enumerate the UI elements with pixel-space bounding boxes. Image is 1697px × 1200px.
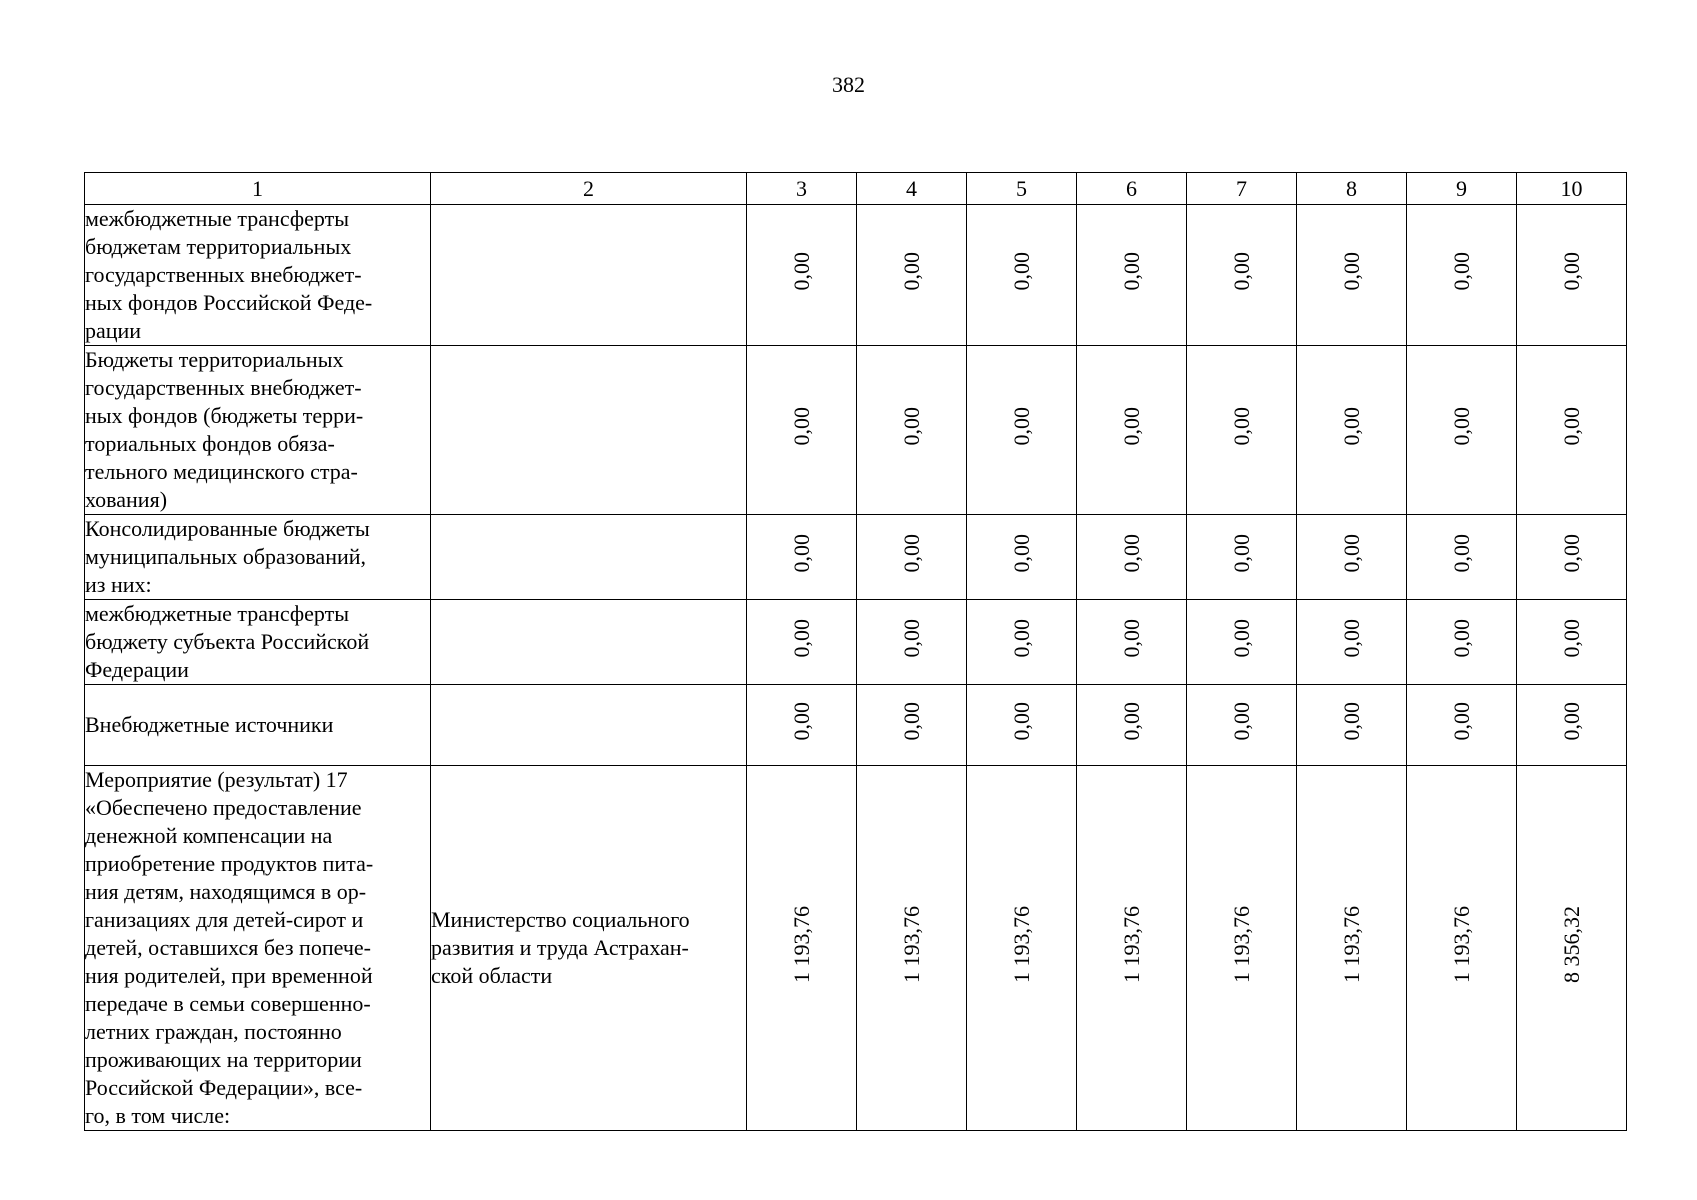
value-cell-col-7 <box>1187 766 1297 1131</box>
value-cell-col-4 <box>857 346 967 515</box>
value-text: 0,00 <box>1558 252 1584 291</box>
value-cell-col-6 <box>1077 346 1187 515</box>
description-line: Консолидированные бюджеты <box>85 516 370 541</box>
value-cell-col-4 <box>857 685 967 766</box>
header-row <box>85 173 1627 205</box>
value-cell-col-8 <box>1297 346 1407 515</box>
row-responsible <box>431 346 747 515</box>
table-row <box>85 515 1627 600</box>
value-text: 0,00 <box>1228 252 1254 291</box>
description-line: государственных внебюджет- <box>85 375 362 400</box>
value-text: 0,00 <box>1118 407 1144 446</box>
description-line: тельного медицинского стра- <box>85 459 358 484</box>
header-col-10: 10 <box>1517 173 1627 205</box>
value-text: 0,00 <box>1228 702 1254 741</box>
header-col-9: 9 <box>1407 173 1517 205</box>
value-cell-col-5 <box>967 205 1077 346</box>
value-text: 0,00 <box>1448 252 1474 291</box>
header-col-2: 2 <box>431 173 747 205</box>
value-text: 0,00 <box>788 407 814 446</box>
value-cell-col-8 <box>1297 205 1407 346</box>
table-row <box>85 205 1627 346</box>
value-text: 0,00 <box>1338 407 1364 446</box>
description-line: из них: <box>85 572 152 597</box>
description-line: денежной компенсации на <box>85 823 333 848</box>
value-cell-col-7 <box>1187 600 1297 685</box>
value-cell-col-7 <box>1187 515 1297 600</box>
value-cell-col-6 <box>1077 205 1187 346</box>
value-text: 0,00 <box>1448 702 1474 741</box>
description-line: приобретение продуктов пита- <box>85 851 374 876</box>
description-line: государственных внебюджет- <box>85 262 362 287</box>
value-text: 0,00 <box>898 534 924 573</box>
value-cell-col-10 <box>1517 766 1627 1131</box>
value-text: 0,00 <box>1448 534 1474 573</box>
description-line: межбюджетные трансферты <box>85 601 349 626</box>
value-text: 0,00 <box>1228 407 1254 446</box>
value-text: 0,00 <box>1558 619 1584 658</box>
value-cell-col-5 <box>967 685 1077 766</box>
value-cell-col-7 <box>1187 346 1297 515</box>
table-row <box>85 766 1627 1131</box>
value-cell-col-5 <box>967 346 1077 515</box>
description-line: ных фондов (бюджеты терри- <box>85 403 364 428</box>
value-text: 0,00 <box>1008 252 1034 291</box>
description-line: ганизациях для детей-сирот и <box>85 907 364 932</box>
header-col-1: 1 <box>85 173 431 205</box>
value-text: 0,00 <box>1008 407 1034 446</box>
row-description <box>85 346 431 515</box>
value-text: 8 356,32 <box>1558 906 1584 983</box>
table-row <box>85 685 1627 766</box>
description-line: рации <box>85 318 142 343</box>
value-text: 0,00 <box>1118 534 1144 573</box>
value-cell-col-3 <box>747 346 857 515</box>
value-text: 0,00 <box>1008 702 1034 741</box>
row-description <box>85 600 431 685</box>
row-responsible <box>431 600 747 685</box>
value-cell-col-9 <box>1407 346 1517 515</box>
value-text: 0,00 <box>1558 407 1584 446</box>
value-text: 1 193,76 <box>788 906 814 983</box>
header-col-6: 6 <box>1077 173 1187 205</box>
description-line: бюджетам территориальных <box>85 234 352 259</box>
value-cell-col-10 <box>1517 515 1627 600</box>
description-line: «Обеспечено предоставление <box>85 795 362 820</box>
row-description <box>85 205 431 346</box>
value-text: 0,00 <box>1228 534 1254 573</box>
value-text: 1 193,76 <box>1008 906 1034 983</box>
description-line: проживающих на территории <box>85 1047 362 1072</box>
value-text: 0,00 <box>1008 534 1034 573</box>
value-text: 0,00 <box>1338 619 1364 658</box>
description-line: Российской Федерации», все- <box>85 1075 363 1100</box>
budget-table <box>84 172 1627 1131</box>
value-cell-col-9 <box>1407 515 1517 600</box>
description-line: ния родителей, при временной <box>85 963 373 988</box>
description-line: бюджету субъекта Российской <box>85 629 370 654</box>
value-cell-col-9 <box>1407 685 1517 766</box>
value-text: 0,00 <box>898 702 924 741</box>
table-row <box>85 346 1627 515</box>
value-text: 0,00 <box>898 407 924 446</box>
row-responsible <box>431 685 747 766</box>
value-cell-col-7 <box>1187 205 1297 346</box>
value-text: 0,00 <box>1448 407 1474 446</box>
value-text: 1 193,76 <box>1228 906 1254 983</box>
value-text: 0,00 <box>898 252 924 291</box>
responsible-line: Министерство социального <box>431 907 690 932</box>
value-cell-col-4 <box>857 766 967 1131</box>
value-cell-col-6 <box>1077 685 1187 766</box>
header-col-5: 5 <box>967 173 1077 205</box>
row-description <box>85 685 431 766</box>
value-cell-col-8 <box>1297 600 1407 685</box>
value-text: 0,00 <box>1558 534 1584 573</box>
value-cell-col-3 <box>747 515 857 600</box>
row-responsible <box>431 515 747 600</box>
description-line: межбюджетные трансферты <box>85 206 349 231</box>
header-col-8: 8 <box>1297 173 1407 205</box>
header-col-7: 7 <box>1187 173 1297 205</box>
value-text: 0,00 <box>788 534 814 573</box>
value-cell-col-9 <box>1407 600 1517 685</box>
value-text: 1 193,76 <box>1448 906 1474 983</box>
description-line: передаче в семьи совершенно- <box>85 991 371 1016</box>
value-cell-col-6 <box>1077 766 1187 1131</box>
value-cell-col-9 <box>1407 205 1517 346</box>
page-number: 382 <box>832 72 865 97</box>
description-line: летних граждан, постоянно <box>85 1019 342 1044</box>
description-line: Мероприятие (результат) 17 <box>85 767 348 792</box>
value-text: 0,00 <box>788 619 814 658</box>
value-text: 0,00 <box>788 702 814 741</box>
value-text: 0,00 <box>1118 619 1144 658</box>
value-cell-col-10 <box>1517 600 1627 685</box>
value-cell-col-3 <box>747 205 857 346</box>
value-text: 1 193,76 <box>1118 906 1144 983</box>
responsible-line: ской области <box>431 963 553 988</box>
value-text: 1 193,76 <box>898 906 924 983</box>
value-cell-col-10 <box>1517 346 1627 515</box>
value-text: 0,00 <box>898 619 924 658</box>
value-cell-col-4 <box>857 600 967 685</box>
value-cell-col-5 <box>967 766 1077 1131</box>
value-text: 0,00 <box>1338 252 1364 291</box>
value-cell-col-8 <box>1297 766 1407 1131</box>
description-line: Внебюджетные источники <box>85 712 334 737</box>
value-text: 0,00 <box>1008 619 1034 658</box>
description-line: ториальных фондов обяза- <box>85 431 335 456</box>
header-col-3: 3 <box>747 173 857 205</box>
value-cell-col-8 <box>1297 685 1407 766</box>
value-text: 0,00 <box>788 252 814 291</box>
value-text: 1 193,76 <box>1338 906 1364 983</box>
table-row <box>85 600 1627 685</box>
value-cell-col-7 <box>1187 685 1297 766</box>
row-responsible <box>431 205 747 346</box>
value-cell-col-3 <box>747 766 857 1131</box>
description-line: муниципальных образований, <box>85 544 367 569</box>
value-cell-col-10 <box>1517 205 1627 346</box>
value-text: 0,00 <box>1228 619 1254 658</box>
value-text: 0,00 <box>1118 702 1144 741</box>
value-cell-col-3 <box>747 600 857 685</box>
description-line: Федерации <box>85 657 189 682</box>
value-cell-col-3 <box>747 685 857 766</box>
value-text: 0,00 <box>1338 534 1364 573</box>
value-cell-col-4 <box>857 205 967 346</box>
description-line: хования) <box>85 487 168 512</box>
value-cell-col-8 <box>1297 515 1407 600</box>
value-cell-col-9 <box>1407 766 1517 1131</box>
header-col-4: 4 <box>857 173 967 205</box>
value-cell-col-10 <box>1517 685 1627 766</box>
value-cell-col-6 <box>1077 515 1187 600</box>
description-line: Бюджеты территориальных <box>85 347 344 372</box>
description-line: го, в том числе: <box>85 1103 231 1128</box>
value-cell-col-6 <box>1077 600 1187 685</box>
description-line: ния детям, находящимся в ор- <box>85 879 367 904</box>
value-cell-col-4 <box>857 515 967 600</box>
value-cell-col-5 <box>967 600 1077 685</box>
row-description <box>85 766 431 1131</box>
value-cell-col-5 <box>967 515 1077 600</box>
value-text: 0,00 <box>1448 619 1474 658</box>
row-description <box>85 515 431 600</box>
value-text: 0,00 <box>1338 702 1364 741</box>
value-text: 0,00 <box>1558 702 1584 741</box>
value-text: 0,00 <box>1118 252 1144 291</box>
row-responsible <box>431 766 747 1131</box>
description-line: ных фондов Российской Феде- <box>85 290 373 315</box>
description-line: детей, оставшихся без попече- <box>85 935 371 960</box>
responsible-line: развития и труда Астрахан- <box>431 935 689 960</box>
